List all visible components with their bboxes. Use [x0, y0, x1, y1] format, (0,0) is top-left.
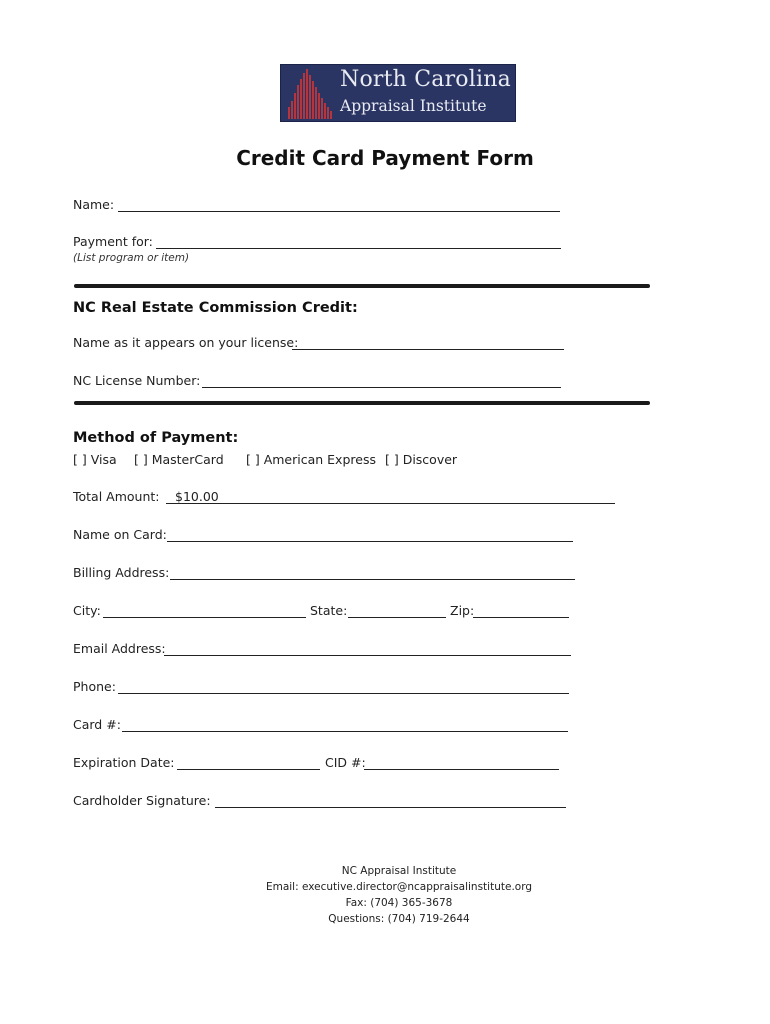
license-name-label: Name as it appears on your license:	[73, 335, 299, 350]
footer	[0, 863, 770, 927]
city-label: City:	[73, 603, 101, 618]
section-divider	[74, 401, 650, 405]
amex-option[interactable]: [ ] American Express	[246, 452, 376, 467]
footer-org: NC Appraisal Institute	[341, 865, 457, 877]
email-label: Email Address:	[73, 641, 166, 656]
logo-title: North Carolina	[340, 67, 511, 92]
signature-label: Cardholder Signature:	[73, 793, 211, 808]
billing-address-label: Billing Address:	[73, 565, 170, 580]
zip-field[interactable]	[473, 617, 569, 618]
name-label: Name:	[73, 197, 115, 212]
logo-subtitle: Appraisal Institute	[340, 97, 487, 115]
state-label: State:	[310, 603, 348, 618]
total-amount-value: $10.00	[175, 489, 219, 504]
name-field[interactable]	[118, 211, 560, 212]
footer-fax: Fax: (704) 365-3678	[345, 897, 453, 909]
ncrec-heading: NC Real Estate Commission Credit:	[73, 300, 358, 316]
expiration-label: Expiration Date:	[73, 755, 175, 770]
page-title: Credit Card Payment Form	[236, 146, 534, 170]
payment-method-heading: Method of Payment:	[73, 430, 239, 446]
total-amount-field[interactable]	[166, 503, 615, 504]
mastercard-option[interactable]: [ ] MasterCard	[134, 452, 224, 467]
phone-label: Phone:	[73, 679, 116, 694]
logo	[280, 64, 516, 122]
discover-option[interactable]: [ ] Discover	[385, 452, 458, 467]
logo-bars-graphic	[281, 65, 339, 121]
card-number-label: Card #:	[73, 717, 121, 732]
state-field[interactable]	[348, 617, 446, 618]
zip-label: Zip:	[450, 603, 475, 618]
visa-option[interactable]: [ ] Visa	[73, 452, 117, 467]
phone-field[interactable]	[118, 693, 569, 694]
email-field[interactable]	[164, 655, 571, 656]
cid-label: CID #:	[325, 755, 366, 770]
payment-for-note: (List program or item)	[73, 252, 190, 264]
section-divider	[74, 284, 650, 288]
license-number-label: NC License Number:	[73, 373, 201, 388]
city-field[interactable]	[103, 617, 306, 618]
license-number-field[interactable]	[202, 387, 561, 388]
payment-for-field[interactable]	[156, 248, 561, 249]
signature-field[interactable]	[215, 807, 566, 808]
name-on-card-field[interactable]	[167, 541, 573, 542]
payment-for-label: Payment for:	[73, 234, 153, 249]
cid-field[interactable]	[364, 769, 559, 770]
card-number-field[interactable]	[122, 731, 568, 732]
total-amount-label: Total Amount:	[73, 489, 160, 504]
license-name-field[interactable]	[292, 349, 564, 350]
footer-questions: Questions: (704) 719-2644	[328, 913, 470, 925]
expiration-field[interactable]	[177, 769, 320, 770]
billing-address-field[interactable]	[170, 579, 575, 580]
footer-email: Email: executive.director@ncappraisalinstitute.org	[265, 881, 533, 893]
name-on-card-label: Name on Card:	[73, 527, 167, 542]
